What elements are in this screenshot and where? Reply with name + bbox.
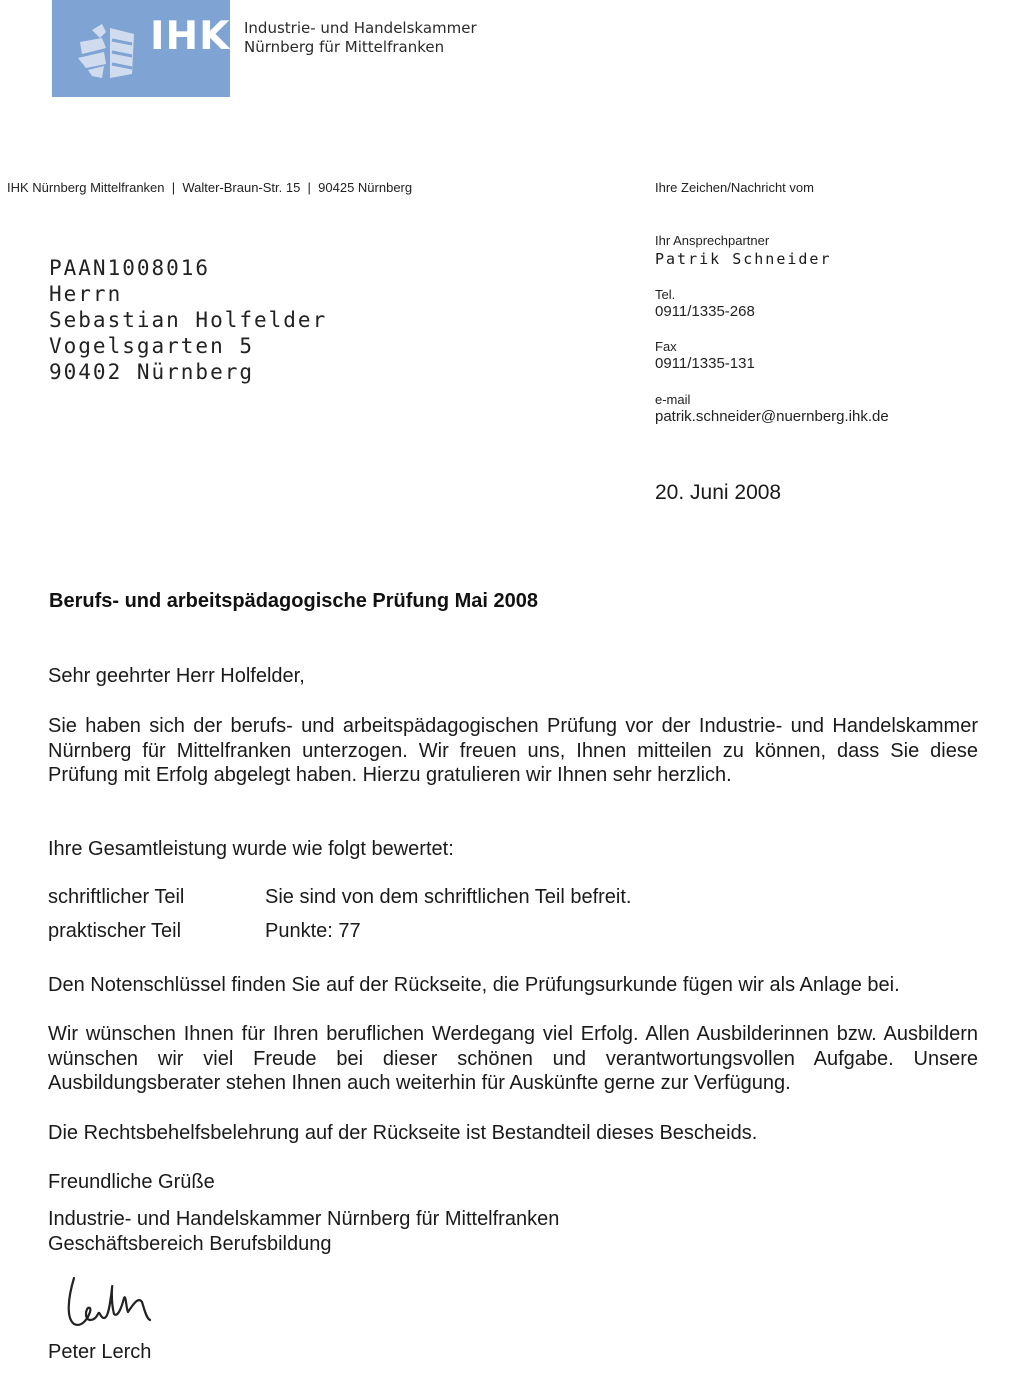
org-name-line2: Nürnberg für Mittelfranken <box>244 38 445 56</box>
org-name-line1: Industrie- und Handelskammer <box>244 19 477 37</box>
tel-value: 0911/1335-268 <box>655 303 755 320</box>
reference-label: Ihre Zeichen/Nachricht vom <box>655 180 814 195</box>
handwritten-signature <box>64 1268 184 1338</box>
recipient-street: Vogelsgarten 5 <box>49 334 255 358</box>
logo-text: IHK <box>150 14 231 59</box>
recipient-id: PAAN1008016 <box>49 256 211 280</box>
result-value-practical: Punkte: 77 <box>265 920 361 942</box>
contact-person-name: Patrik Schneider <box>655 250 832 268</box>
recipient-salutation: Herrn <box>49 282 123 306</box>
contact-person-label: Ihr Ansprechpartner <box>655 233 770 248</box>
fax-label: Fax <box>655 339 677 354</box>
sender-address-line: IHK Nürnberg Mittelfranken | Walter-Braun-Str. 15 | 90425 Nürnberg <box>7 180 413 195</box>
paragraph-legal-notice: Die Rechtsbehelfsbelehrung auf der Rückseite ist Bestandteil dieses Bescheids. <box>48 1122 758 1144</box>
result-value-written: Sie sind von dem schriftlichen Teil befreit. <box>265 886 632 908</box>
letter-subject: Berufs- und arbeitspädagogische Prüfung Mai 2008 <box>49 590 538 612</box>
signature-org-line1: Industrie- und Handelskammer Nürnberg für Mittelfranken <box>48 1208 560 1230</box>
tel-label: Tel. <box>655 287 676 302</box>
email-value: patrik.schneider@nuernberg.ihk.de <box>655 408 889 425</box>
result-label-written: schriftlicher Teil <box>48 886 185 908</box>
paragraph-congratulation: Sie haben sich der berufs- und arbeitspädagogischen Prüfung vor der Industrie- und Handelskammer Nürnberg für Mittelfranken unterzogen. Wir freuen uns, Ihnen mitteilen zu können, dass Sie diese Prüfung mit Erfolg abgelegt haben. Hierzu gratulieren wir Ihnen sehr herzlich. <box>48 715 978 786</box>
eagle-emblem-icon <box>72 20 142 82</box>
recipient-name: Sebastian Holfelder <box>49 308 328 332</box>
signer-name: Peter Lerch <box>48 1341 152 1363</box>
signature-org-line2: Geschäftsbereich Berufsbildung <box>48 1233 332 1255</box>
paragraph-grading-key: Den Notenschlüssel finden Sie auf der Rückseite, die Prüfungsurkunde fügen wir als Anlage bei. <box>48 974 900 996</box>
result-label-practical: praktischer Teil <box>48 920 182 942</box>
recipient-city: 90402 Nürnberg <box>49 360 255 384</box>
letter-date: 20. Juni 2008 <box>655 481 782 504</box>
closing-phrase: Freundliche Grüße <box>48 1171 215 1193</box>
email-label: e-mail <box>655 392 691 407</box>
rating-intro: Ihre Gesamtleistung wurde wie folgt bewertet: <box>48 838 454 860</box>
paragraph-wishes: Wir wünschen Ihnen für Ihren beruflichen Werdegang viel Erfolg. Allen Ausbilderinnen bzw. Ausbildern wünschen wir viel Freude bei dieser schönen und verantwortungsvollen Aufgabe. Unsere Ausbildungsberater stehen Ihnen auch weiterhin für Auskünfte gerne zur Verfügung. <box>48 1023 978 1094</box>
greeting: Sehr geehrter Herr Holfelder, <box>48 665 305 687</box>
fax-value: 0911/1335-131 <box>655 355 755 372</box>
